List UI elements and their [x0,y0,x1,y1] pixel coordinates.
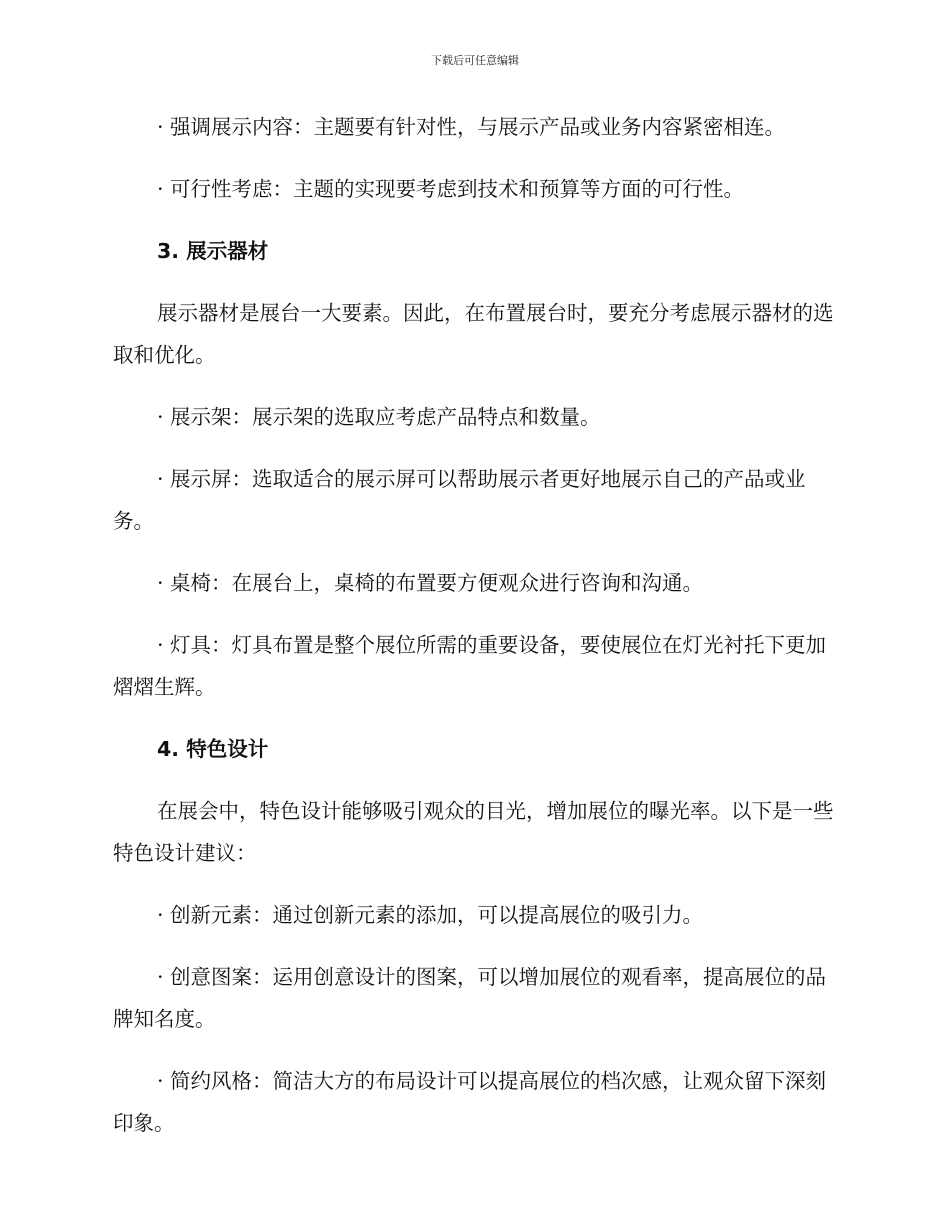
section-heading-feature-design: 4. 特色设计 [157,737,269,761]
bullet-feasibility: · 可行性考虑：主题的实现要考虑到技术和预算等方面的可行性。 [157,177,745,201]
section-heading-display-equipment: 3. 展示器材 [157,239,269,263]
page-header: 下载后可任意编辑 [431,54,519,67]
bullet-display-rack: · 展示架：展示架的选取应考虑产品特点和数量。 [157,405,601,429]
document-body [113,106,837,1164]
bullet-innovative-elements: · 创新元素：通过创新元素的添加，可以提高展位的吸引力。 [157,903,704,927]
bullet-lighting: · 灯具：灯具布置是整个展位所需的重要设备，要使展位在灯光衬托下更加熠熠生辉。 [113,633,827,699]
bullet-emphasize-content: · 强调展示内容：主题要有针对性，与展示产品或业务内容紧密相连。 [157,115,786,139]
bullet-minimalist-style: · 简约风格：简洁大方的布局设计可以提高展位的档次感，让观众留下深刻印象。 [113,1069,827,1135]
intro-feature-design: 在展会中，特色设计能够吸引观众的目光，增加展位的曝光率。以下是一些特色设计建议： [113,799,834,865]
bullet-tables-chairs: · 桌椅：在展台上，桌椅的布置要方便观众进行咨询和沟通。 [157,571,704,595]
bullet-display-screen: · 展示屏：选取适合的展示屏可以帮助展示者更好地展示自己的产品或业务。 [113,467,806,533]
intro-display-equipment: 展示器材是展台一大要素。因此，在布置展台时，要充分考虑展示器材的选取和优化。 [113,301,834,367]
bullet-creative-patterns: · 创意图案：运用创意设计的图案，可以增加展位的观看率，提高展位的品牌知名度。 [113,965,827,1031]
